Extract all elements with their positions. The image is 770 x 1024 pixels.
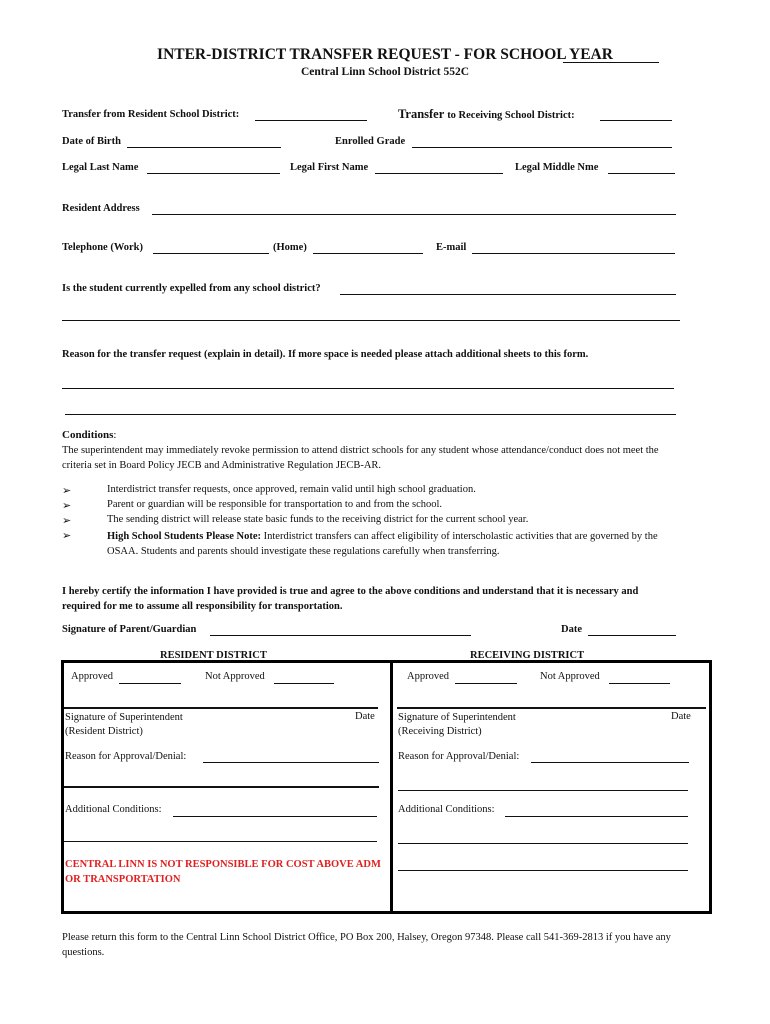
resident-reason-label: Reason for Approval/Denial: bbox=[65, 751, 187, 762]
expelled-field[interactable] bbox=[340, 294, 676, 295]
transfer-to-field[interactable] bbox=[600, 120, 672, 121]
resident-additional-field[interactable] bbox=[173, 816, 377, 817]
telephone-home-field[interactable] bbox=[313, 253, 423, 254]
transfer-from-label: Transfer from Resident School District: bbox=[62, 109, 240, 120]
resident-signature-line[interactable] bbox=[64, 707, 378, 709]
resident-not-approved-field[interactable] bbox=[274, 683, 334, 684]
receiving-reason-field[interactable] bbox=[531, 762, 689, 763]
receiving-additional-field-2[interactable] bbox=[398, 843, 688, 844]
telephone-work-field[interactable] bbox=[153, 253, 269, 254]
enrolled-grade-label: Enrolled Grade bbox=[335, 136, 406, 147]
resident-not-approved-label: Not Approved bbox=[205, 671, 265, 682]
bullet-icon: ➢ bbox=[62, 515, 72, 527]
transfer-to-label: Transfer to Receiving School District: bbox=[398, 107, 575, 121]
receiving-signature-label: Signature of Superintendent (Receiving District) bbox=[398, 712, 516, 737]
dob-label: Date of Birth bbox=[62, 136, 121, 147]
receiving-reason-label: Reason for Approval/Denial: bbox=[398, 751, 520, 762]
bullet-icon: ➢ bbox=[62, 530, 72, 542]
resident-address-label: Resident Address bbox=[62, 203, 140, 214]
resident-approved-field[interactable] bbox=[119, 683, 181, 684]
parent-signature-label: Signature of Parent/Guardian bbox=[62, 624, 197, 635]
conditions-heading: Conditions: bbox=[62, 429, 117, 441]
resident-signature-label: Signature of Superintendent (Resident District) bbox=[65, 712, 183, 737]
middle-name-field[interactable] bbox=[608, 173, 675, 174]
enrolled-grade-field[interactable] bbox=[412, 147, 672, 148]
expelled-question: Is the student currently expelled from any school district? bbox=[62, 283, 321, 294]
resident-additional-field-2[interactable] bbox=[64, 841, 377, 842]
email-label: E-mail bbox=[436, 242, 467, 253]
receiving-additional-label: Additional Conditions: bbox=[398, 804, 495, 815]
receiving-additional-field-3[interactable] bbox=[398, 870, 688, 871]
district-subtitle: Central Linn School District 552C bbox=[300, 66, 470, 78]
bullet-icon: ➢ bbox=[62, 500, 72, 512]
resident-reason-field[interactable] bbox=[203, 762, 379, 763]
reason-field-1[interactable] bbox=[62, 388, 674, 389]
reason-label: Reason for the transfer request (explain in detail). If more space is needed please attach additional sheets to this form. bbox=[62, 349, 589, 360]
first-name-label: Legal First Name bbox=[290, 162, 369, 173]
dob-field[interactable] bbox=[127, 147, 281, 148]
receiving-additional-field[interactable] bbox=[505, 816, 688, 817]
condition-item: Interdistrict transfer requests, once approved, remain valid until high school graduation. bbox=[107, 484, 476, 495]
receiving-signature-line[interactable] bbox=[397, 707, 706, 709]
transportation-warning: CENTRAL LINN IS NOT RESPONSIBLE FOR COST ABOVE ADM OR TRANSPORTATION bbox=[65, 859, 381, 885]
resident-additional-label: Additional Conditions: bbox=[65, 804, 162, 815]
receiving-date-label: Date bbox=[671, 711, 691, 722]
resident-address-field[interactable] bbox=[152, 214, 676, 215]
receiving-approved-label: Approved bbox=[407, 671, 449, 682]
reason-field-2[interactable] bbox=[65, 414, 676, 415]
parent-signature-field[interactable] bbox=[210, 635, 471, 636]
last-name-field[interactable] bbox=[147, 173, 280, 174]
transfer-from-field[interactable] bbox=[255, 120, 367, 121]
telephone-work-label: Telephone (Work) bbox=[62, 242, 143, 253]
email-field[interactable] bbox=[472, 253, 675, 254]
last-name-label: Legal Last Name bbox=[62, 162, 139, 173]
form-title: INTER-DISTRICT TRANSFER REQUEST - FOR SCHOOL YEAR bbox=[157, 46, 613, 63]
first-name-field[interactable] bbox=[375, 173, 503, 174]
certification-text: I hereby certify the information I have provided is true and agree to the above conditions and understand that it is necessary and required for me to assume all responsibility for transportation. bbox=[62, 586, 639, 612]
condition-item: Parent or guardian will be responsible for transportation to and from the school. bbox=[107, 499, 443, 510]
osaa-note: High School Students Please Note: Interdistrict transfers can affect eligibility of interscholastic activities that are governed by the OSAA. Students and parents should investigate these regulations carefully when transferring. bbox=[107, 531, 658, 557]
school-year-field[interactable] bbox=[563, 62, 659, 63]
conditions-intro: The superintendent may immediately revoke permission to attend district schools for any student whose attendance/conduct does not meet the criteria set in Board Policy JECB and Administrative Regulation JECB-AR. bbox=[62, 445, 659, 471]
condition-item: The sending district will release state basic funds to the receiving district for the current school year. bbox=[107, 514, 529, 525]
footer-instructions: Please return this form to the Central Linn School District Office, PO Box 200, Halsey, Oregon 97348. Please call 541-369-2813 if you have any questions. bbox=[62, 932, 671, 958]
expelled-field-2[interactable] bbox=[62, 320, 680, 321]
telephone-home-label: (Home) bbox=[273, 242, 307, 253]
parent-date-label: Date bbox=[561, 624, 582, 635]
receiving-reason-field-2[interactable] bbox=[398, 790, 688, 791]
resident-approved-label: Approved bbox=[71, 671, 113, 682]
receiving-approved-field[interactable] bbox=[455, 683, 517, 684]
receiving-not-approved-field[interactable] bbox=[609, 683, 670, 684]
receiving-district-heading: RECEIVING DISTRICT bbox=[470, 650, 585, 661]
resident-date-label: Date bbox=[355, 711, 375, 722]
middle-name-label: Legal Middle Nme bbox=[515, 162, 599, 173]
approval-box-divider bbox=[390, 661, 393, 913]
bullet-icon: ➢ bbox=[62, 485, 72, 497]
resident-reason-field-2[interactable] bbox=[64, 786, 379, 788]
resident-district-heading: RESIDENT DISTRICT bbox=[160, 650, 267, 661]
receiving-not-approved-label: Not Approved bbox=[540, 671, 600, 682]
parent-date-field[interactable] bbox=[588, 635, 676, 636]
